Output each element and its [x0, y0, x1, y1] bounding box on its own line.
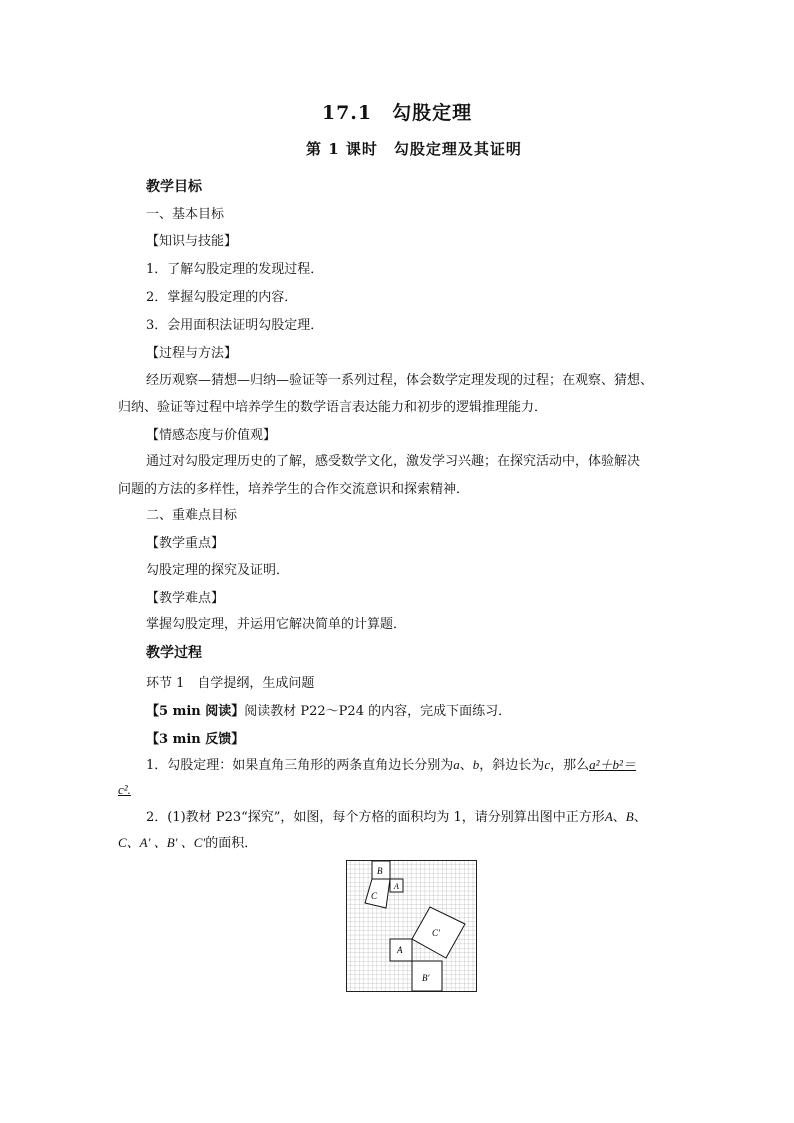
knowledge-skills-label: 【知识与技能】 — [146, 234, 238, 249]
question2-line2 — [118, 833, 688, 854]
objectives-heading: 教学目标 — [146, 179, 202, 195]
answer-formula-part1: a²＋b²＝ — [589, 757, 636, 772]
pm-paragraph-line1: 经历观察—猜想—归纳—验证等一系列过程，体会数学定理发现的过程；在观察、猜想、 — [146, 373, 654, 388]
label-b: B — [377, 866, 383, 876]
page-title: 17.1 勾股定理 — [321, 102, 473, 124]
difficult-points-text: 掌握勾股定理，并运用它解决简单的计算题． — [146, 617, 407, 632]
reading-text: 阅读教材 P22～P24 的内容，完成下面练习． — [244, 704, 512, 719]
key-points-text: 勾股定理的探究及证明． — [146, 563, 290, 578]
q2-squares-list: C、A′ 、B′ 、C′ — [118, 835, 206, 850]
grid-squares-figure — [346, 860, 477, 992]
page-subtitle: 第 1 课时 勾股定理及其证明 — [306, 140, 522, 158]
key-difficult-heading: 二、重难点目标 — [146, 508, 238, 523]
label-a: A — [394, 882, 399, 891]
var-b: b — [472, 757, 480, 772]
ks-item-3: 3．会用面积法证明勾股定理． — [146, 318, 324, 333]
basic-goals-heading: 一、基本目标 — [146, 207, 225, 222]
q1-then: ，那么 — [550, 758, 590, 773]
step1-heading: 环节 1 自学提纲，生成问题 — [146, 676, 315, 691]
process-heading: 教学过程 — [146, 645, 202, 661]
q1-mid: ，斜边长为 — [479, 758, 545, 773]
ks-item-1: 1．了解勾股定理的发现过程． — [146, 262, 324, 277]
q1-sep: 、 — [459, 758, 473, 773]
label-c-prime: C′ — [432, 928, 440, 938]
feedback-tag: 【3 min 反馈】 — [146, 732, 245, 747]
q2-square-b: B — [625, 809, 634, 824]
reading-line — [146, 702, 716, 722]
label-a-prime: A — [397, 945, 403, 955]
question1-line1 — [146, 755, 716, 776]
key-points-label: 【教学重点】 — [146, 536, 225, 551]
question1-line2 — [118, 780, 688, 801]
emotion-values-label: 【情感态度与价值观】 — [146, 428, 277, 443]
label-b-prime: B′ — [422, 973, 430, 983]
var-c: c — [544, 757, 551, 772]
pm-paragraph-line2: 归纳、验证等过程中培养学生的数学语言表达能力和初步的逻辑推理能力． — [118, 400, 548, 415]
process-methods-label: 【过程与方法】 — [146, 346, 238, 361]
label-c: C — [371, 891, 378, 901]
reading-tag: 【5 min 阅读】 — [146, 704, 245, 719]
answer-formula-part2: c². — [118, 782, 131, 797]
var-a: a — [453, 757, 460, 772]
difficult-points-label: 【教学难点】 — [146, 591, 225, 606]
q1-prefix: 1．勾股定理：如果直角三角形的两条直角边长分别为 — [146, 758, 454, 773]
ev-paragraph-line1: 通过对勾股定理历史的了解，感受数学文化，激发学习兴趣；在探究活动中，体验解决 — [146, 454, 641, 469]
q2-text: 2．(1)教材 P23“探究”，如图，每个方格的面积均为 1，请分别算出图中正方形 — [146, 810, 605, 825]
ev-paragraph-line2: 问题的方法的多样性，培养学生的合作交流意识和探索精神． — [118, 482, 470, 497]
q2-end-text: 的面积． — [205, 836, 258, 851]
q2-square-a: A — [604, 809, 613, 824]
ks-item-2: 2．掌握勾股定理的内容． — [146, 290, 298, 305]
question2-line1: 2．(1)教材 P23“探究”，如图，每个方格的面积均为 1，请分别算出图中正方形A、B、 — [146, 809, 647, 825]
